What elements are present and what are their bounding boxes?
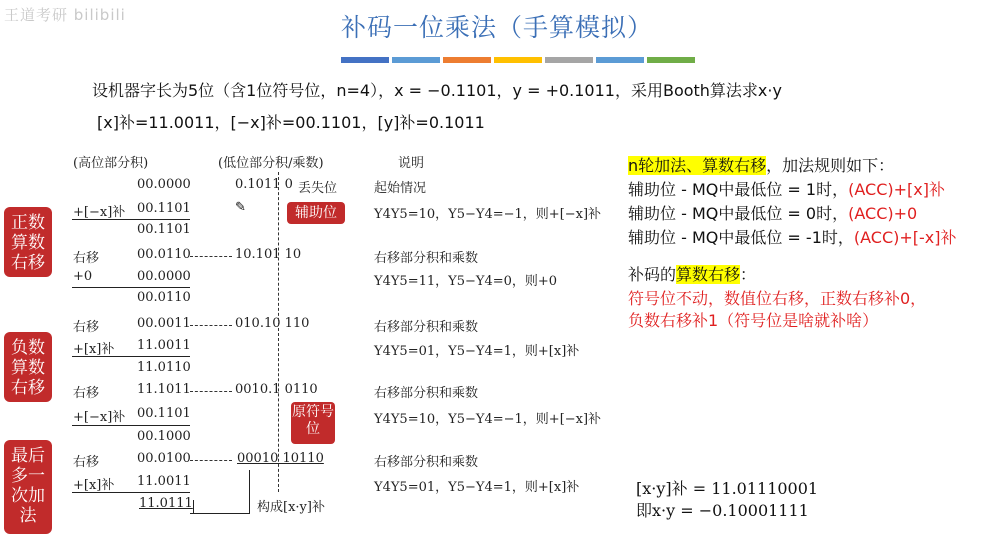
rule-2-result: (ACC)+0 (848, 204, 918, 223)
orig-sign-callout: 原符号位 (291, 402, 335, 444)
r7-desc: Y4Y5=01，Y5−Y4=1，则+[x]补 (374, 344, 580, 359)
sum-line (72, 356, 190, 357)
title-color-bar (545, 57, 593, 63)
r6-low: 010.10 110 (235, 316, 310, 331)
aux-bit-callout: 辅助位 (287, 202, 345, 224)
rule-3: 辅助位 - MQ中最低位 = -1时， (628, 228, 854, 247)
result-bracket (190, 513, 250, 514)
r13-high: 11.0011 (137, 474, 191, 489)
header-desc: 说明 (398, 156, 425, 171)
r12-high: 00.0100 (137, 451, 191, 466)
shift-dash (190, 325, 232, 326)
r14-high: 11.0111 (139, 496, 193, 511)
r6-op: 右移 (73, 320, 100, 335)
title-color-bar (341, 57, 389, 63)
r3-low: 10.101 10 (235, 247, 302, 262)
result-line2: 即x·y = −0.10001111 (636, 501, 809, 520)
shift-heading-a: 补码的 (628, 265, 677, 284)
r2-high: 00.1101 (137, 222, 191, 237)
rule-3-result: (ACC)+[-x]补 (853, 228, 957, 247)
r1-desc: Y4Y5=10，Y5−Y4=−1，则+[−x]补 (374, 207, 602, 222)
page-title: 补码一位乘法（手算模拟） (340, 13, 653, 42)
rule-1-result: (ACC)+[x]补 (848, 180, 945, 199)
shift-dash (190, 391, 232, 392)
r5-high: 00.0110 (137, 290, 191, 305)
r3-op: 右移 (73, 251, 100, 266)
title-color-bar (596, 57, 644, 63)
r3-high: 00.0110 (137, 247, 191, 262)
result-bracket-left (193, 500, 194, 513)
r6-high: 00.0011 (137, 316, 191, 331)
r6-desc: 右移部分积和乘数 (374, 320, 479, 335)
title-color-bars (341, 57, 695, 63)
r9-low: 0010.1 0110 (235, 382, 318, 397)
title-color-bar (494, 57, 542, 63)
rule-2: 辅助位 - MQ中最低位 = 0时， (628, 204, 849, 223)
title-color-bar (392, 57, 440, 63)
r7-high: 11.0011 (137, 338, 191, 353)
r0-lost: 丢失位 (298, 181, 338, 196)
r11-high: 00.1000 (137, 429, 191, 444)
r12-desc: 右移部分积和乘数 (374, 455, 479, 470)
title-color-bar (443, 57, 491, 63)
last-add-label: 最后多一次加法 (4, 440, 52, 534)
r1-op: +[−x]补 (73, 205, 126, 220)
shift-rule-line1: 符号位不动，数值位右移，正数右移补0， (628, 289, 927, 308)
r4-high: 00.0000 (137, 269, 191, 284)
title-color-bar (647, 57, 695, 63)
r13-op: +[x]补 (73, 478, 115, 493)
rule-1: 辅助位 - MQ中最低位 = 1时， (628, 180, 849, 199)
rule-heading-rest: ，加法规则如下： (766, 156, 895, 175)
r0-low: 0.1011 0 (235, 177, 293, 192)
sum-line (72, 287, 190, 288)
r13-desc: Y4Y5=01，Y5−Y4=1，则+[x]补 (374, 480, 580, 495)
pencil-icon: ✎ (235, 200, 246, 215)
r9-op: 右移 (73, 386, 100, 401)
given-values: [x]补=11.0011，[−x]补=00.1101，[y]补=0.1011 (97, 113, 485, 132)
aux-bit-divider (278, 172, 279, 492)
problem-statement: 设机器字长为5位（含1位符号位，n=4），x = −0.1101，y = +0.1011，采用Booth算法求x·y (92, 81, 782, 100)
rule-heading-highlight: n轮加法、算数右移 (628, 156, 767, 175)
r8-high: 11.0110 (137, 360, 191, 375)
r7-op: +[x]补 (73, 342, 115, 357)
header-low: (低位部分积/乘数) (218, 156, 324, 171)
shift-rule-line2: 负数右移补1（符号位是啥就补啥） (628, 311, 879, 330)
header-high: (高位部分积) (73, 156, 149, 171)
sum-line (72, 219, 190, 220)
r0-high: 00.0000 (137, 177, 191, 192)
r14-desc: 构成[x·y]补 (257, 500, 325, 515)
r0-desc: 起始情况 (374, 181, 427, 196)
shift-dash (190, 256, 232, 257)
result-line1: [x·y]补 = 11.01110001 (636, 479, 819, 498)
sum-line (72, 425, 190, 426)
r4-op: +0 (73, 269, 93, 284)
result-bracket-vertical (249, 470, 250, 513)
r10-high: 00.1101 (137, 406, 191, 421)
sum-line (72, 492, 190, 493)
r12-op: 右移 (73, 455, 100, 470)
r3-desc: 右移部分积和乘数 (374, 251, 479, 266)
neg-shift-label: 负数算数右移 (4, 332, 52, 402)
r10-desc: Y4Y5=10，Y5−Y4=−1，则+[−x]补 (374, 412, 602, 427)
shift-heading-highlight: 算数右移 (676, 265, 741, 284)
shift-dash (190, 460, 232, 461)
pos-shift-label: 正数算数右移 (4, 207, 52, 277)
r10-op: +[−x]补 (73, 410, 126, 425)
r1-high: 00.1101 (137, 201, 191, 216)
watermark: 王道考研 bilibili (4, 6, 126, 24)
shift-heading-b: ： (740, 265, 757, 284)
r4-desc: Y4Y5=11，Y5−Y4=0，则+0 (374, 274, 558, 289)
r9-desc: 右移部分积和乘数 (374, 386, 479, 401)
r9-high: 11.1011 (137, 382, 191, 397)
r12-low: 00010 10110 (237, 451, 324, 466)
